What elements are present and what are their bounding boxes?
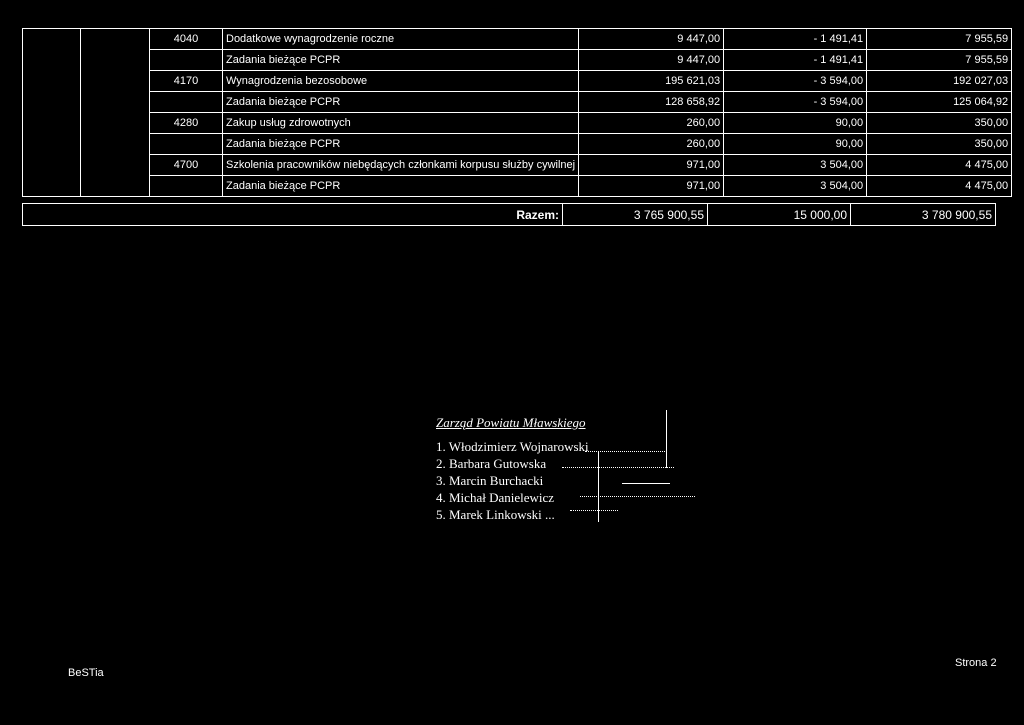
row-after: 4 475,00 xyxy=(867,155,1012,176)
section-column xyxy=(23,29,81,197)
table-row xyxy=(23,50,1012,71)
row-name: Szkolenia pracowników niebędących członkami korpusu służby cywilnej xyxy=(223,155,579,176)
signature-line xyxy=(562,467,674,468)
row-code xyxy=(150,134,223,155)
board-member: 5. Marek Linkowski ... xyxy=(436,507,555,522)
row-plan: 971,00 xyxy=(579,155,724,176)
table-row xyxy=(23,71,1012,92)
total-row xyxy=(23,204,996,226)
row-code: 4170 xyxy=(150,71,223,92)
row-change: - 3 594,00 xyxy=(724,71,867,92)
board-member: 4. Michał Danielewicz xyxy=(436,490,555,505)
total-table xyxy=(22,203,996,226)
table-row xyxy=(23,92,1012,113)
row-name: Wynagrodzenia bezosobowe xyxy=(223,71,579,92)
row-code xyxy=(150,176,223,197)
chapter-column xyxy=(81,29,150,197)
total-change: 15 000,00 xyxy=(708,204,851,226)
signature-stroke xyxy=(598,452,599,522)
table-row xyxy=(23,113,1012,134)
row-after: 4 475,00 xyxy=(867,176,1012,197)
row-change: 90,00 xyxy=(724,113,867,134)
row-code xyxy=(150,92,223,113)
row-change: - 1 491,41 xyxy=(724,29,867,50)
row-name: Zakup usług zdrowotnych xyxy=(223,113,579,134)
row-name: Zadania bieżące PCPR xyxy=(223,50,579,71)
row-change: - 1 491,41 xyxy=(724,50,867,71)
board-member: 2. Barbara Gutowska xyxy=(436,456,547,471)
table-row xyxy=(23,134,1012,155)
page-number: Strona 2 xyxy=(955,657,997,669)
board-signatures xyxy=(436,414,589,523)
signature-stroke xyxy=(622,483,670,484)
row-after: 7 955,59 xyxy=(867,50,1012,71)
row-after: 350,00 xyxy=(867,113,1012,134)
table-row xyxy=(23,155,1012,176)
total-after: 3 780 900,55 xyxy=(851,204,996,226)
row-code: 4280 xyxy=(150,113,223,134)
row-code: 4700 xyxy=(150,155,223,176)
row-change: 90,00 xyxy=(724,134,867,155)
row-after: 192 027,03 xyxy=(867,71,1012,92)
row-plan: 260,00 xyxy=(579,113,724,134)
table-row xyxy=(23,29,1012,50)
table-row xyxy=(23,176,1012,197)
row-name: Zadania bieżące PCPR xyxy=(223,92,579,113)
row-after: 7 955,59 xyxy=(867,29,1012,50)
total-plan: 3 765 900,55 xyxy=(563,204,708,226)
board-title: Zarząd Powiatu Mławskiego xyxy=(436,415,586,430)
signature-line xyxy=(570,510,618,511)
row-plan: 260,00 xyxy=(579,134,724,155)
row-after: 350,00 xyxy=(867,134,1012,155)
row-plan: 9 447,00 xyxy=(579,50,724,71)
row-code: 4040 xyxy=(150,29,223,50)
row-code xyxy=(150,50,223,71)
row-plan: 195 621,03 xyxy=(579,71,724,92)
board-member: 3. Marcin Burchacki xyxy=(436,473,544,488)
row-plan: 9 447,00 xyxy=(579,29,724,50)
row-change: - 3 594,00 xyxy=(724,92,867,113)
row-after: 125 064,92 xyxy=(867,92,1012,113)
signature-stroke xyxy=(666,410,667,468)
row-name: Zadania bieżące PCPR xyxy=(223,176,579,197)
row-change: 3 504,00 xyxy=(724,176,867,197)
total-label: Razem: xyxy=(23,204,563,226)
row-name: Dodatkowe wynagrodzenie roczne xyxy=(223,29,579,50)
row-change: 3 504,00 xyxy=(724,155,867,176)
board-member: 1. Włodzimierz Wojnarowski xyxy=(436,439,589,454)
budget-table xyxy=(22,28,1012,197)
row-plan: 971,00 xyxy=(579,176,724,197)
row-plan: 128 658,92 xyxy=(579,92,724,113)
row-name: Zadania bieżące PCPR xyxy=(223,134,579,155)
footer-software: BeSTia xyxy=(68,667,104,679)
